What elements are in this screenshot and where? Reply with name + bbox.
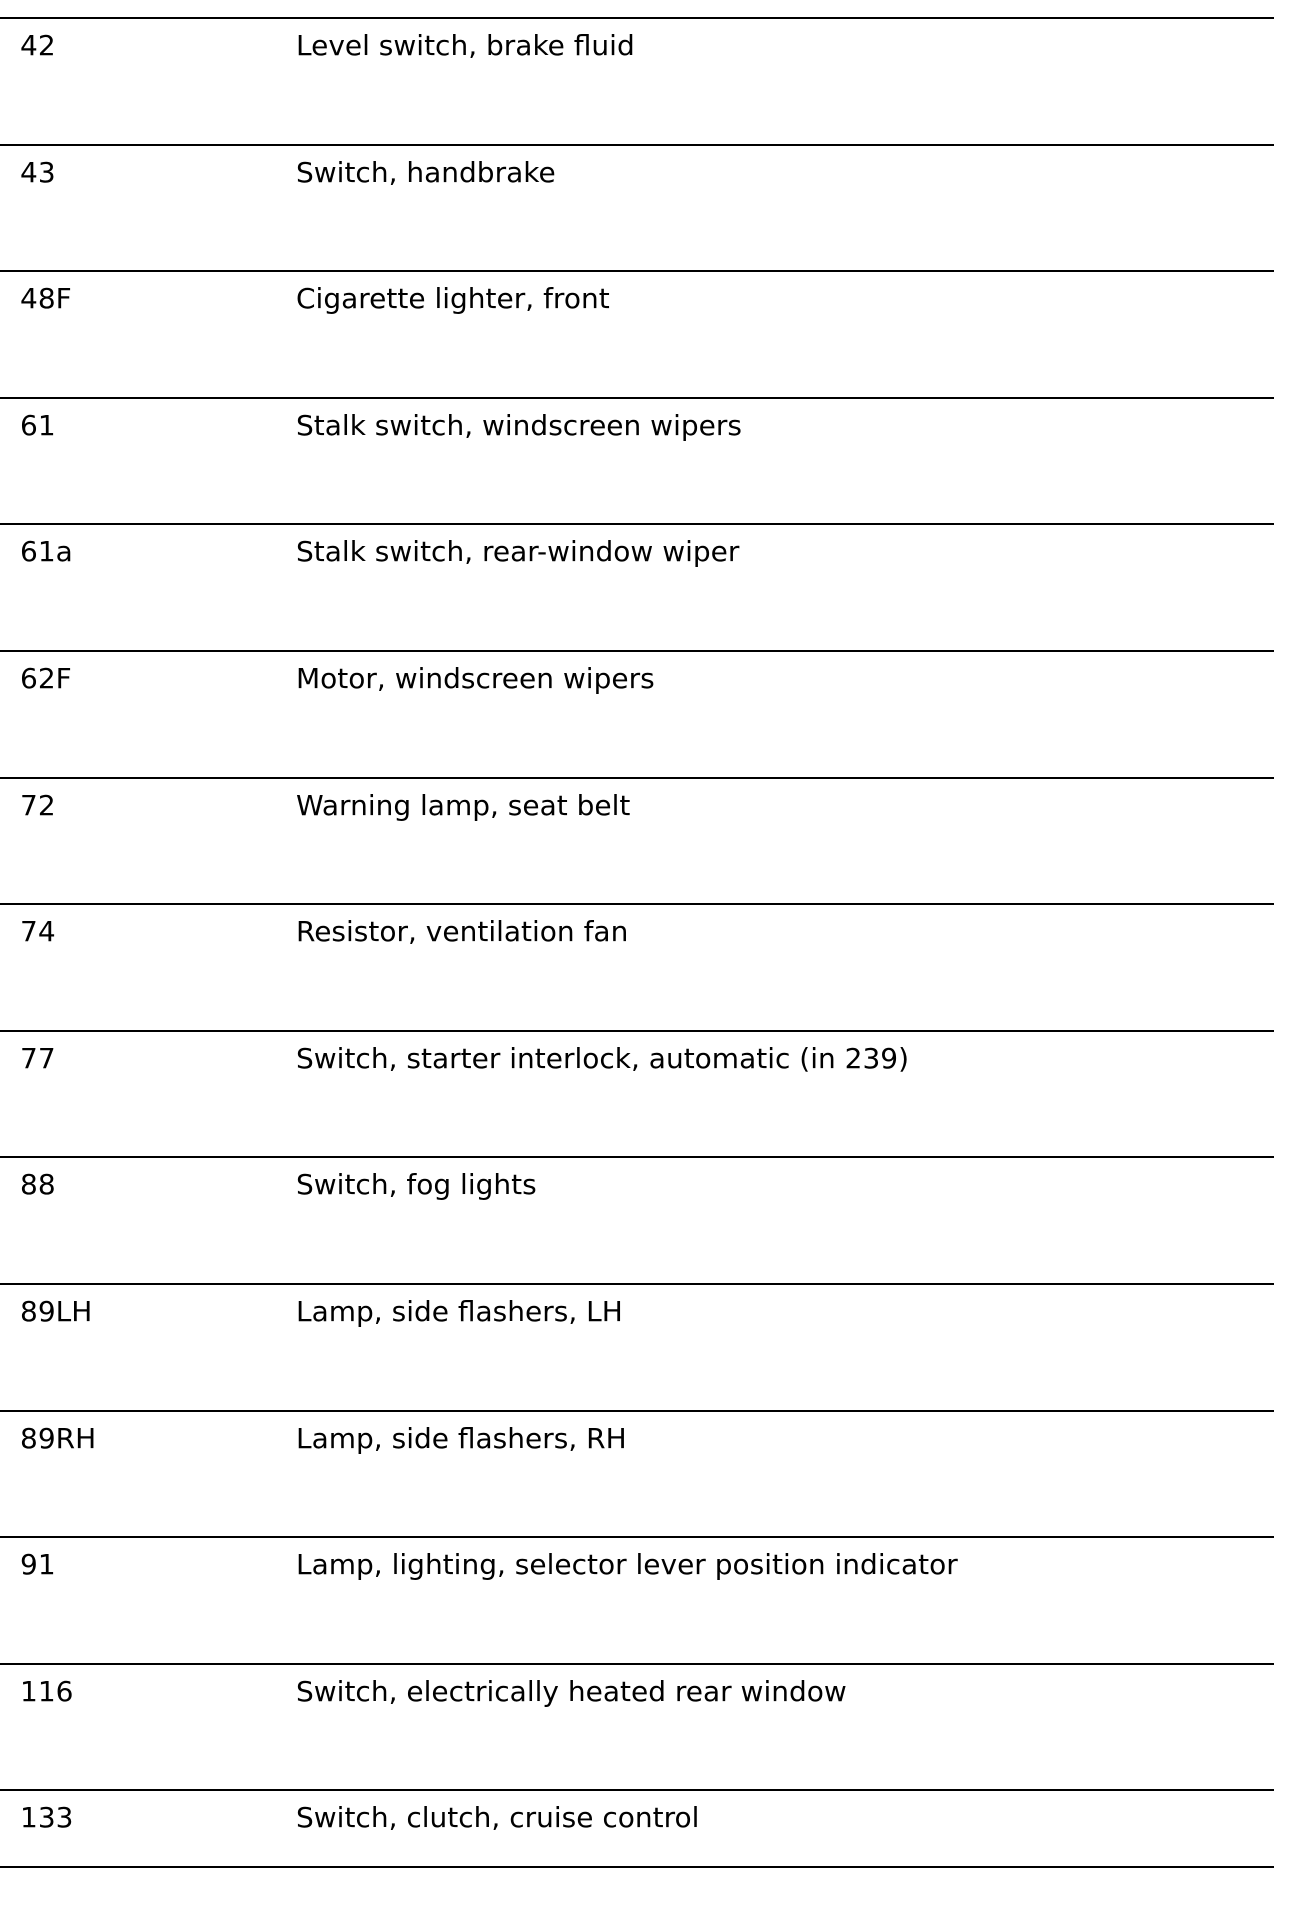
table-row	[0, 1031, 1274, 1158]
component-code: 133	[0, 1790, 278, 1917]
component-description: Motor, windscreen wipers	[278, 651, 1274, 778]
component-description: Stalk switch, rear-window wiper	[278, 524, 1274, 651]
component-description: Warning lamp, seat belt	[278, 778, 1274, 905]
component-description: Switch, fog lights	[278, 1157, 1274, 1284]
table-row	[0, 1790, 1274, 1917]
component-code: 74	[0, 904, 278, 1031]
component-code: 61a	[0, 524, 278, 651]
component-code: 89LH	[0, 1284, 278, 1411]
component-description: Stalk switch, windscreen wipers	[278, 398, 1274, 525]
component-description: Switch, starter interlock, automatic (in 239)	[278, 1031, 1274, 1158]
table-row	[0, 145, 1274, 272]
table-row	[0, 1411, 1274, 1538]
component-code: 91	[0, 1537, 278, 1664]
component-code: 77	[0, 1031, 278, 1158]
table-row	[0, 524, 1274, 651]
table-row	[0, 778, 1274, 905]
component-code: 88	[0, 1157, 278, 1284]
table-row	[0, 271, 1274, 398]
table-row	[0, 1284, 1274, 1411]
table-row	[0, 904, 1274, 1031]
component-code: 89RH	[0, 1411, 278, 1538]
component-description: Lamp, side flashers, LH	[278, 1284, 1274, 1411]
component-description: Resistor, ventilation fan	[278, 904, 1274, 1031]
component-code: 61	[0, 398, 278, 525]
component-description: Switch, handbrake	[278, 145, 1274, 272]
component-code: 48F	[0, 271, 278, 398]
component-description: Lamp, lighting, selector lever position indicator	[278, 1537, 1274, 1664]
component-code: 62F	[0, 651, 278, 778]
table-row	[0, 18, 1274, 145]
component-code: 42	[0, 18, 278, 145]
component-code: 43	[0, 145, 278, 272]
component-code: 116	[0, 1664, 278, 1791]
component-description: Switch, clutch, cruise control	[278, 1790, 1274, 1917]
component-legend-table	[0, 17, 1274, 1917]
table-row	[0, 651, 1274, 778]
component-description: Level switch, brake fluid	[278, 18, 1274, 145]
table-row	[0, 1157, 1274, 1284]
table-bottom-rule	[0, 1866, 1274, 1868]
component-description: Lamp, side flashers, RH	[278, 1411, 1274, 1538]
table-row	[0, 398, 1274, 525]
table-row	[0, 1664, 1274, 1791]
component-description: Switch, electrically heated rear window	[278, 1664, 1274, 1791]
component-description: Cigarette lighter, front	[278, 271, 1274, 398]
component-code: 72	[0, 778, 278, 905]
table-row	[0, 1537, 1274, 1664]
